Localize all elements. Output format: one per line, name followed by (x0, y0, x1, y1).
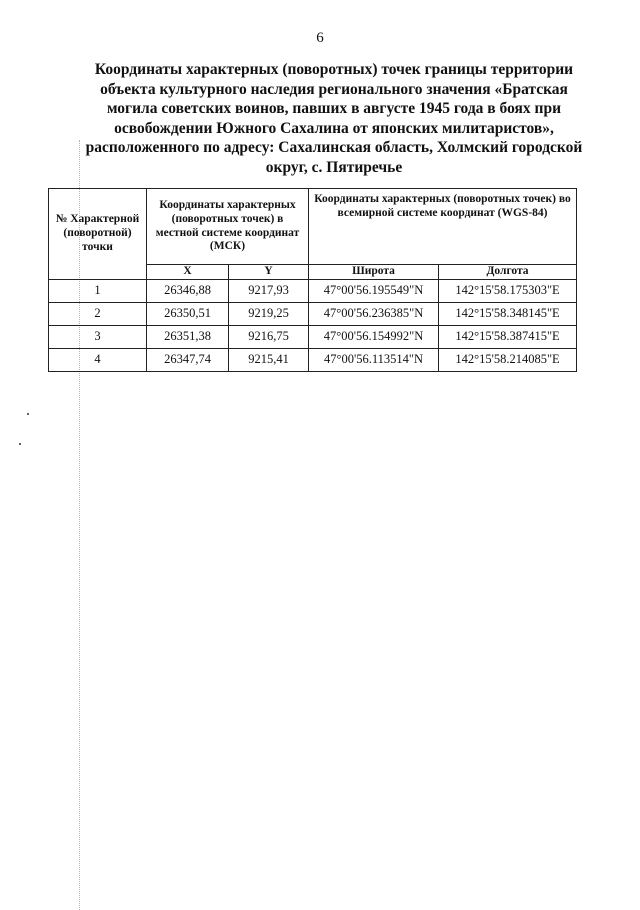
cell-latitude: 47°00'56.113514"N (309, 348, 439, 371)
cell-x: 26350,51 (147, 302, 229, 325)
page-number: 6 (316, 30, 324, 46)
scan-speck (27, 413, 29, 415)
cell-longitude: 142°15'58.214085"E (439, 348, 577, 371)
table-row (49, 325, 577, 348)
cell-point-number: 1 (49, 279, 147, 302)
header-longitude: Долгота (439, 265, 577, 280)
table-row (49, 302, 577, 325)
document-title (84, 60, 584, 178)
title-line: Координаты характерных (поворотных) точек границы территории (94, 61, 574, 78)
cell-longitude: 142°15'58.348145"E (439, 302, 577, 325)
cell-x: 26346,88 (147, 279, 229, 302)
cell-longitude: 142°15'58.175303"E (439, 279, 577, 302)
cell-y: 9216,75 (229, 325, 309, 348)
cell-latitude: 47°00'56.154992"N (309, 325, 439, 348)
table-row (49, 348, 577, 371)
cell-point-number: 3 (49, 325, 147, 348)
cell-y: 9219,25 (229, 302, 309, 325)
coordinates-table (48, 188, 577, 372)
title-line: могила советских воинов, павших в августе 1945 года в боях при (106, 100, 562, 118)
cell-y: 9217,93 (229, 279, 309, 302)
cell-x: 26347,74 (147, 348, 229, 371)
cell-latitude: 47°00'56.195549"N (309, 279, 439, 302)
cell-latitude: 47°00'56.236385"N (309, 302, 439, 325)
scan-speck (19, 443, 21, 445)
header-local-coordinates: Координаты характерных (поворотных точек) в местной системе координат (МСК) (147, 189, 309, 265)
header-latitude: Широта (309, 265, 439, 280)
cell-longitude: 142°15'58.387415"E (439, 325, 577, 348)
cell-y: 9215,41 (229, 348, 309, 371)
header-y: Y (229, 265, 309, 280)
cell-point-number: 2 (49, 302, 147, 325)
title-line: объекта культурного наследия регионального значения «Братская (100, 80, 568, 98)
cell-point-number: 4 (49, 348, 147, 371)
title-line: расположенного по адресу: Сахалинская область, Холмский городской (85, 139, 583, 157)
title-line: округ, с. Пятиречье (265, 158, 403, 176)
header-x: X (147, 265, 229, 280)
header-point-number: № Характерной (поворотной) точки (49, 189, 147, 280)
title-line: освобождении Южного Сахалина от японских милитаристов», (114, 119, 554, 137)
table-row (49, 279, 577, 302)
header-wgs-coordinates: Координаты характерных (поворотных точек) во всемирной системе координат (WGS-84) (309, 189, 577, 265)
cell-x: 26351,38 (147, 325, 229, 348)
